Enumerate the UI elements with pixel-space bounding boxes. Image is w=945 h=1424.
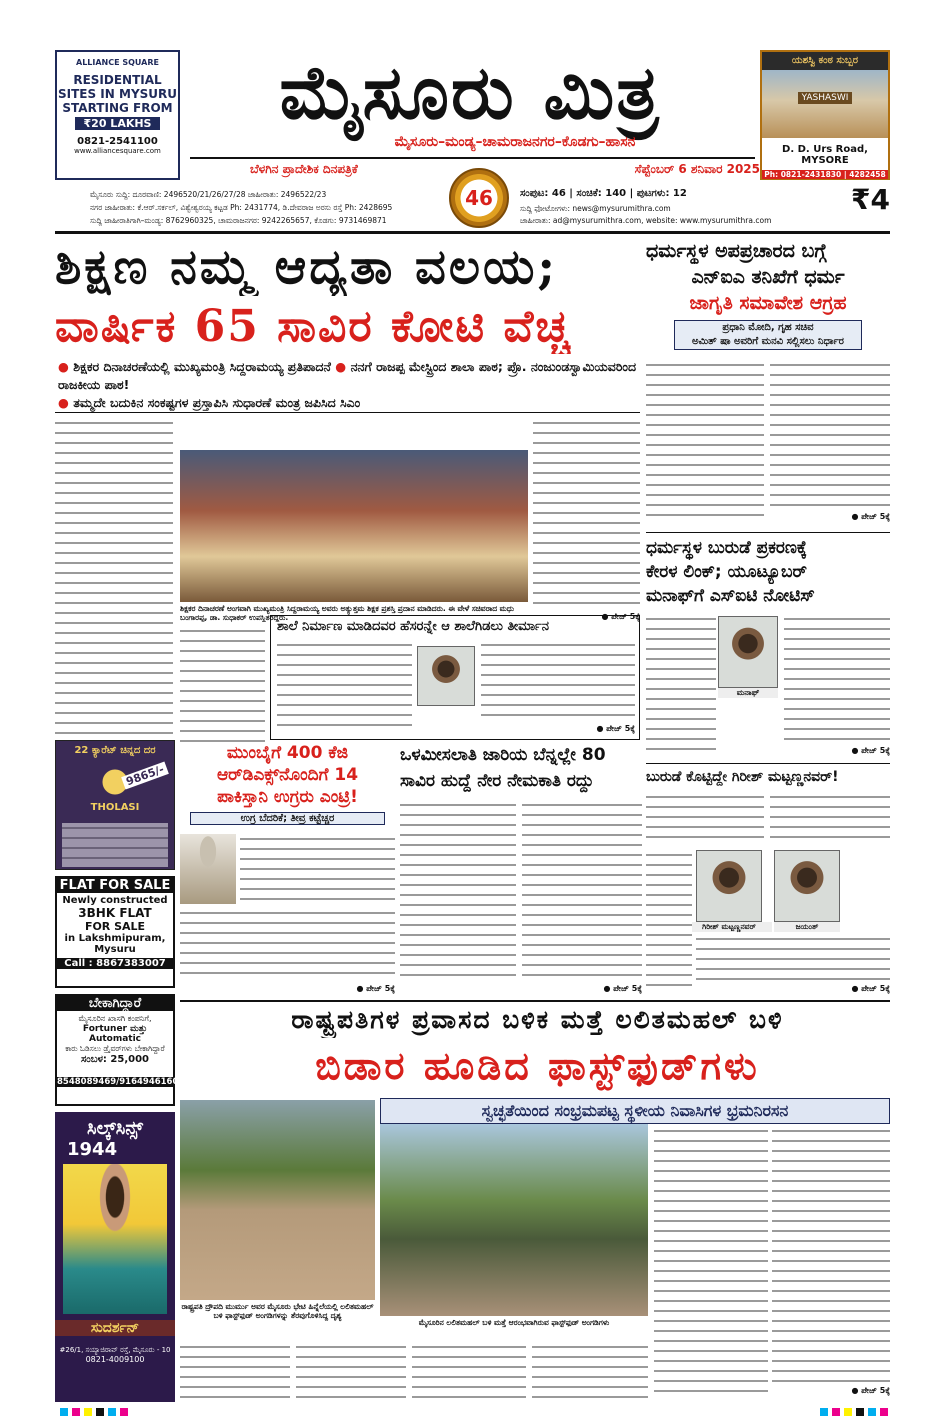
lalith-body-3 — [180, 1342, 290, 1398]
lalith-body-1 — [654, 1126, 768, 1396]
lead-body-col3 — [180, 626, 265, 744]
color-registration-marks — [60, 1408, 130, 1416]
masthead-bottom-rule — [55, 231, 890, 234]
dharmasthala2-headline-2: ಕೇರಳ ಲಿಂಕ್; ಯೂಟ್ಯೂಬರ್ — [646, 562, 807, 582]
lalith-byline: ● ಪೇಜ್ 5ಕ್ಕೆ — [851, 1386, 890, 1395]
alliance-phone: 0821-2541100 — [77, 136, 158, 147]
burude-box — [646, 766, 890, 998]
volume-info: ಸಂಪುಟ: 46 | ಸಂಚಿಕೆ: 140 | ಪುಟಗಳು: 12 — [520, 188, 687, 199]
alliance-line1: RESIDENTIAL — [73, 73, 162, 87]
silk-ad[interactable] — [55, 1112, 175, 1402]
lalith-body-2 — [772, 1126, 890, 1382]
girish-label: ಗಿರೀಶ್ ಮಟ್ಟಣ್ಣನವರ್ — [686, 922, 772, 932]
yashaswi-phone: Ph: 0821-2431830 | 4282458 — [762, 170, 888, 179]
yashaswi-ad[interactable] — [760, 50, 890, 180]
school-headline: ಶಾಲೆ ನಿರ್ಮಾಣ ಮಾಡಿದವರ ಹೆಸರನ್ನೇ ಆ ಶಾಲೆಗಿಡಲು ತೀರ್ಮಾನ — [277, 619, 549, 634]
mumbai-byline: ● ಪೇಜ್ 5ಕ್ಕೆ — [356, 984, 395, 993]
lead-body-col2 — [533, 418, 640, 608]
cleared-road-photo — [180, 1100, 375, 1300]
lead-headline-2: ವಾರ್ಷಿಕ 65 ಸಾವಿರ ಕೋಟಿ ವೆಚ್ಚ — [55, 301, 572, 352]
burude-body-3 — [646, 850, 692, 990]
silk-year: 1944 — [67, 1139, 118, 1160]
lalith-subhead: ಸ್ವಚ್ಛತೆಯಿಂದ ಸಂಭ್ರಮಪಟ್ಟ ಸ್ಥಳೀಯ ನಿವಾಸಿಗಳ ಭ್ರಮನಿರಸನ — [380, 1098, 890, 1124]
wanted-line3: ಕಾರು ಓಡಿಸಲು ಡ್ರೈವರ್‌ಗಳು ಬೇಕಾಗಿದ್ದಾರೆ — [65, 1044, 165, 1053]
jobs-body-2 — [522, 800, 642, 980]
alliance-square-ad[interactable] — [55, 50, 180, 180]
flat-line5: Mysuru — [94, 944, 136, 955]
alliance-line2: SITES IN MYSURU — [58, 87, 177, 101]
yashaswi-address: D. D. Urs Road, MYSORE — [782, 144, 868, 166]
alliance-price: ₹20 LAKHS — [75, 117, 160, 130]
lead-photo — [180, 450, 528, 602]
burude-headline: ಬುರುಡೆ ಕೊಟ್ಟಿದ್ದೇ ಗಿರೀಶ್ ಮಟ್ಟಣ್ಣನವರ್! — [646, 769, 839, 785]
mumbai-headline-2: ಆರ್‌ಡಿಎಕ್ಸ್‌ನೊಂದಿಗೆ 14 — [216, 765, 359, 785]
lalith-caption-1: ರಾಷ್ಟ್ರಪತಿ ದ್ರೌಪದಿ ಮುರ್ಮು ಅವರ ಮೈಸೂರು ಭೇಟಿ ಹಿನ್ನೆಲೆಯಲ್ಲಿ ಲಲಿತಮಹಲ್ ಬಳಿ ಫಾಸ್ಟ್‌ಫುಡ್ ಅಂಗಡಿಗಳನ್ನು ತೆರವುಗೊಳಿಸಿದ್ದ ದೃಶ್ಯ — [181, 1302, 374, 1320]
dharmasthala1-body-1 — [646, 360, 764, 520]
anniversary-badge — [449, 168, 509, 228]
gold-brand: THOLASI — [90, 802, 140, 813]
jobs-byline: ● ಪೇಜ್ 5ಕ್ಕೆ — [603, 984, 642, 993]
jayanth-label: ಜಯಂತ್ — [774, 922, 840, 932]
lead-bullet-1: ● ಶಿಕ್ಷಕರ ದಿನಾಚರಣೆಯಲ್ಲಿ ಮುಖ್ಯಮಂತ್ರಿ ಸಿದ್ದರಾಮಯ್ಯ ಪ್ರತಿಪಾದನೆ ● ನನಗೆ ರಾಜಪ್ಪ ಮೇಸ್ಟ್ರಿಂದ ಶಾಲಾ ಪಾಠ; ಪ್ರೊ. ನಂಜುಂಡಸ್ವಾಮಿಯವರಿಂದ ರಾಜಕೀಯ ಪಾಠ! — [58, 359, 637, 392]
burude-body-1 — [646, 792, 764, 846]
silk-address: #26/1, ಸಯ್ಯಾಜಿರಾವ್ ರಸ್ತೆ, ಮೈಸೂರು - 10 — [59, 1346, 171, 1354]
email-line-2: ಜಾಹೀರಾತು: ad@mysurumithra.com, website: www.mysurumithra.com — [520, 216, 772, 225]
lead-body-col1 — [55, 418, 173, 743]
silk-title: ಸಿಲ್ಕ್‌ಸಿನ್ಸ್ — [87, 1118, 143, 1139]
gold-rate-ad[interactable] — [55, 740, 175, 870]
dharmasthala1-sub — [674, 320, 862, 350]
dharmasthala1-box — [646, 238, 890, 528]
manaf-photo — [718, 616, 778, 688]
silk-model-photo — [63, 1164, 167, 1314]
silk-brand: ಸುದರ್ಶನ್ — [55, 1320, 175, 1336]
dharmasthala1-sub-2: ಅಮಿತ್ ಷಾ ಅವರಿಗೆ ಮನವಿ ಸಲ್ಲಿಸಲು ನಿರ್ಧಾರ — [692, 336, 844, 347]
flat-line3: FOR SALE — [84, 920, 146, 933]
dharmasthala2-body-1 — [646, 614, 716, 754]
contact-line-3: ಸುದ್ದಿ ಜಾಹೀರಾತಿಗಾಗಿ–ಮಂಡ್ಯ: 8762960325, ಚಾಮರಾಜನಗರ: 9242265657, ಕೊಡಗು: 9731469871 — [90, 216, 387, 225]
right-rule-1 — [646, 532, 890, 533]
school-box — [270, 615, 640, 740]
mumbai-body-2 — [180, 908, 395, 980]
alliance-brand: ALLIANCE SQUARE — [76, 58, 159, 67]
lalith-caption-2: ಮೈಸೂರಿನ ಲಲಿತಮಹಲ್ ಬಳಿ ಮತ್ತೆ ಆರಂಭವಾಗಿರುವ ಫಾಸ್ಟ್‌ಫುಡ್ ಅಂಗಡಿಗಳು — [418, 1318, 610, 1327]
gold-addresses — [62, 823, 168, 867]
lead-bullets — [58, 358, 638, 412]
jobs-headline-2: ಸಾವಿರ ಹುದ್ದೆ ನೇರ ನೇಮಕಾತಿ ರದ್ದು — [400, 771, 594, 791]
gold-title: 22 ಕ್ಯಾರೆಟ್ ಚಿನ್ನದ ದರ — [74, 745, 156, 756]
dharmasthala1-sub-1: ಪ್ರಧಾನಿ ಮೋದಿ, ಗೃಹ ಸಚಿವ — [722, 322, 814, 333]
school-byline: ● ಪೇಜ್ 5ಕ್ಕೆ — [596, 724, 635, 733]
mumbai-headline-1: ಮುಂಬೈಗೆ 400 ಕೆಜಿ — [226, 743, 349, 763]
burude-body-2 — [770, 792, 890, 846]
jobs-headline-1: ಒಳಮೀಸಲಾತಿ ಜಾರಿಯ ಬೆನ್ನಲ್ಲೇ 80 — [400, 745, 606, 765]
dharmasthala1-headline-2: ಎನ್‌ಐಎ ತನಿಖೆಗೆ ಧರ್ಮ — [691, 266, 845, 288]
jayanth-photo — [774, 850, 840, 922]
masthead-subtitle: ಮೈಸೂರು–ಮಂಡ್ಯ–ಚಾಮರಾಜನಗರ–ಕೊಡಗು–ಹಾಸನ — [394, 134, 636, 150]
minister-photo — [417, 646, 475, 706]
wanted-title: ಬೇಕಾಗಿದ್ದಾರೆ — [57, 996, 173, 1011]
lead-bullet-3: ● ತಮ್ಮದೇ ಬದುಕಿನ ಸಂಕಷ್ಟಗಳ ಪ್ರಸ್ತಾಪಿಸಿ ಸುಧಾರಣೆ ಮಂತ್ರ ಜಪಿಸಿದ ಸಿಎಂ — [58, 395, 361, 410]
dharmasthala1-byline: ● ಪೇಜ್ 5ಕ್ಕೆ — [851, 512, 890, 521]
price: ₹4 — [851, 183, 890, 216]
wanted-line4: ಸಂಬಳ: 25,000 — [80, 1054, 149, 1065]
flat-line1: Newly constructed — [62, 895, 168, 906]
silk-phone: 0821-4009100 — [85, 1355, 145, 1364]
wanted-line2: Fortuner ಮತ್ತು Automatic — [82, 1024, 148, 1044]
flat-phone: Call : 8867383007 — [57, 958, 173, 969]
lead-caption: ಶಿಕ್ಷಕರ ದಿನಾಚರಣೆ ಅಂಗವಾಗಿ ಮುಖ್ಯಮಂತ್ರಿ ಸಿದ್ದರಾಮಯ್ಯ ಅವರು ಅತ್ಯುತ್ತಮ ಶಿಕ್ಷಕ ಪ್ರಶಸ್ತಿ ಪ್ರದಾನ ಮಾಡಿದರು. ಈ ವೇಳೆ ಸಚಿವರಾದ ಮಧು ಬಂಗಾರಪ್ಪ, ಡಾ. ಸುಧಾಕರ್ ಉಪಸ್ಥಿತರಿದ್ದರು. — [180, 604, 515, 622]
wanted-line1: ಮೈಸೂರಿನ ಖಾಸಗಿ ಕಂಪನಿಗೆ, — [78, 1014, 152, 1023]
lalith-body-5 — [412, 1342, 526, 1398]
mumbai-headline-3: ಪಾಕಿಸ್ತಾನಿ ಉಗ್ರರು ಎಂಟ್ರಿ! — [217, 787, 358, 807]
yashaswi-building-sign: YASHASWI — [798, 92, 853, 104]
lead-rule — [55, 412, 640, 413]
yashaswi-name: ಯಶಸ್ವಿ ಕಂಠ ಸುಬ್ಬರ — [762, 52, 888, 70]
email-line-1: ಸುದ್ದಿ ಫೋಟೋಗಳು: news@mysurumithra.com — [520, 204, 671, 213]
school-body-2 — [481, 640, 635, 720]
lalith-body-6 — [532, 1342, 648, 1398]
jobs-box — [400, 742, 642, 998]
girish-photo — [696, 850, 762, 922]
manaf-label: ಮನಾಫ್ — [718, 688, 778, 698]
masthead-tagline: ಬೆಳಗಿನ ಪ್ರಾದೇಶಿಕ ದಿನಪತ್ರಿಕೆ — [250, 162, 358, 176]
fastfood-stalls-photo — [380, 1124, 648, 1316]
masthead-title: ಮೈಸೂರು ಮಿತ್ರ — [279, 50, 661, 136]
school-body-1 — [277, 640, 412, 732]
lalith-body-4 — [296, 1342, 406, 1398]
burude-body-4 — [696, 934, 890, 980]
burude-byline: ● ಪೇಜ್ 5ಕ್ಕೆ — [851, 984, 890, 993]
mumbai-body-1 — [240, 834, 395, 904]
lead-byline: ● ಪೇಜ್ 5ಕ್ಕೆ — [601, 612, 640, 621]
dharmasthala1-body-2 — [770, 360, 890, 508]
flat-line4: in Lakshmipuram, — [64, 933, 166, 944]
dharmasthala2-headline-1: ಧರ್ಮಸ್ಥಳ ಬುರುಡೆ ಪ್ರಕರಣಕ್ಕೆ — [646, 538, 807, 558]
terrorist-illustration — [180, 834, 236, 904]
flat-title: FLAT FOR SALE — [57, 878, 173, 893]
right-rule-2 — [646, 763, 890, 764]
masthead-date: ಸೆಪ್ಟೆಂಬರ್ 6 ಶನಿವಾರ 2025 — [634, 162, 760, 176]
dharmasthala2-box — [646, 536, 890, 760]
dharmasthala1-headline-1: ಧರ್ಮಸ್ಥಳ ಅಪಪ್ರಚಾರದ ಬಗ್ಗೆ — [646, 240, 827, 262]
dharmasthala2-byline: ● ಪೇಜ್ 5ಕ್ಕೆ — [851, 746, 890, 755]
lalith-headline-2: ಬಿಡಾರ ಹೂಡಿದ ಫಾಸ್ಟ್‌ಫುಡ್‌ಗಳು — [315, 1043, 760, 1088]
teachers-award-photo — [180, 450, 528, 602]
jobs-body-1 — [400, 800, 516, 980]
yashaswi-building-photo — [762, 70, 888, 138]
contact-line-1: ಮೈಸೂರು ಸುದ್ದಿ: ದೂರವಾಣಿ: 2496520/21/26/27/28 ಜಾಹೀರಾತು: 2496522/23 — [90, 190, 327, 199]
dharmasthala1-headline-3: ಜಾಗೃತಿ ಸಮಾವೇಶ ಆಗ್ರಹ — [689, 292, 847, 314]
alliance-web: www.alliancesquare.com — [74, 147, 161, 155]
anniversary-number: 46 — [465, 186, 493, 210]
dharmasthala2-headline-3: ಮನಾಫ್‌ಗೆ ಎಸ್‌ಐಟಿ ನೋಟಿಸ್ — [646, 586, 815, 606]
contact-line-2: ನಗರ ಜಾಹೀರಾತು: ಕೆ.ಆರ್.ಸರ್ಕಲ್, ವಿಶ್ವೇಶ್ವರಯ್ಯ ಕಟ್ಟಡ Ph: 2431774, ಡಿ.ದೇವರಾಜ ಅರಸು ರಸ್ತೆ Ph: 2428695 — [90, 203, 393, 212]
wanted-phone: 8548089469/9164946160 — [57, 1077, 179, 1087]
mumbai-sub: ಉಗ್ರ ಬೆದರಿಕೆ; ತೀವ್ರ ಕಟ್ಟೆಚ್ಚರ — [190, 812, 385, 825]
flat-sale-ad[interactable] — [55, 876, 175, 988]
color-registration-marks-right — [820, 1408, 890, 1416]
dharmasthala2-body-2 — [784, 614, 890, 744]
alliance-line3: STARTING FROM — [62, 101, 173, 115]
masthead-rule — [190, 157, 755, 159]
flat-line2: 3BHK FLAT — [78, 906, 152, 920]
gold-price: 9865/- — [121, 762, 169, 790]
mumbai-box — [180, 742, 395, 998]
lalith-headline-1: ರಾಷ್ಟ್ರಪತಿಗಳ ಪ್ರವಾಸದ ಬಳಿಕ ಮತ್ತೆ ಲಲಿತಮಹಲ್ ಬಳಿ — [291, 1005, 784, 1034]
wanted-ad[interactable] — [55, 994, 179, 1106]
lead-headline-1: ಶಿಕ್ಷಣ ನಮ್ಮ ಆದ್ಯತಾ ವಲಯ; — [55, 239, 559, 295]
